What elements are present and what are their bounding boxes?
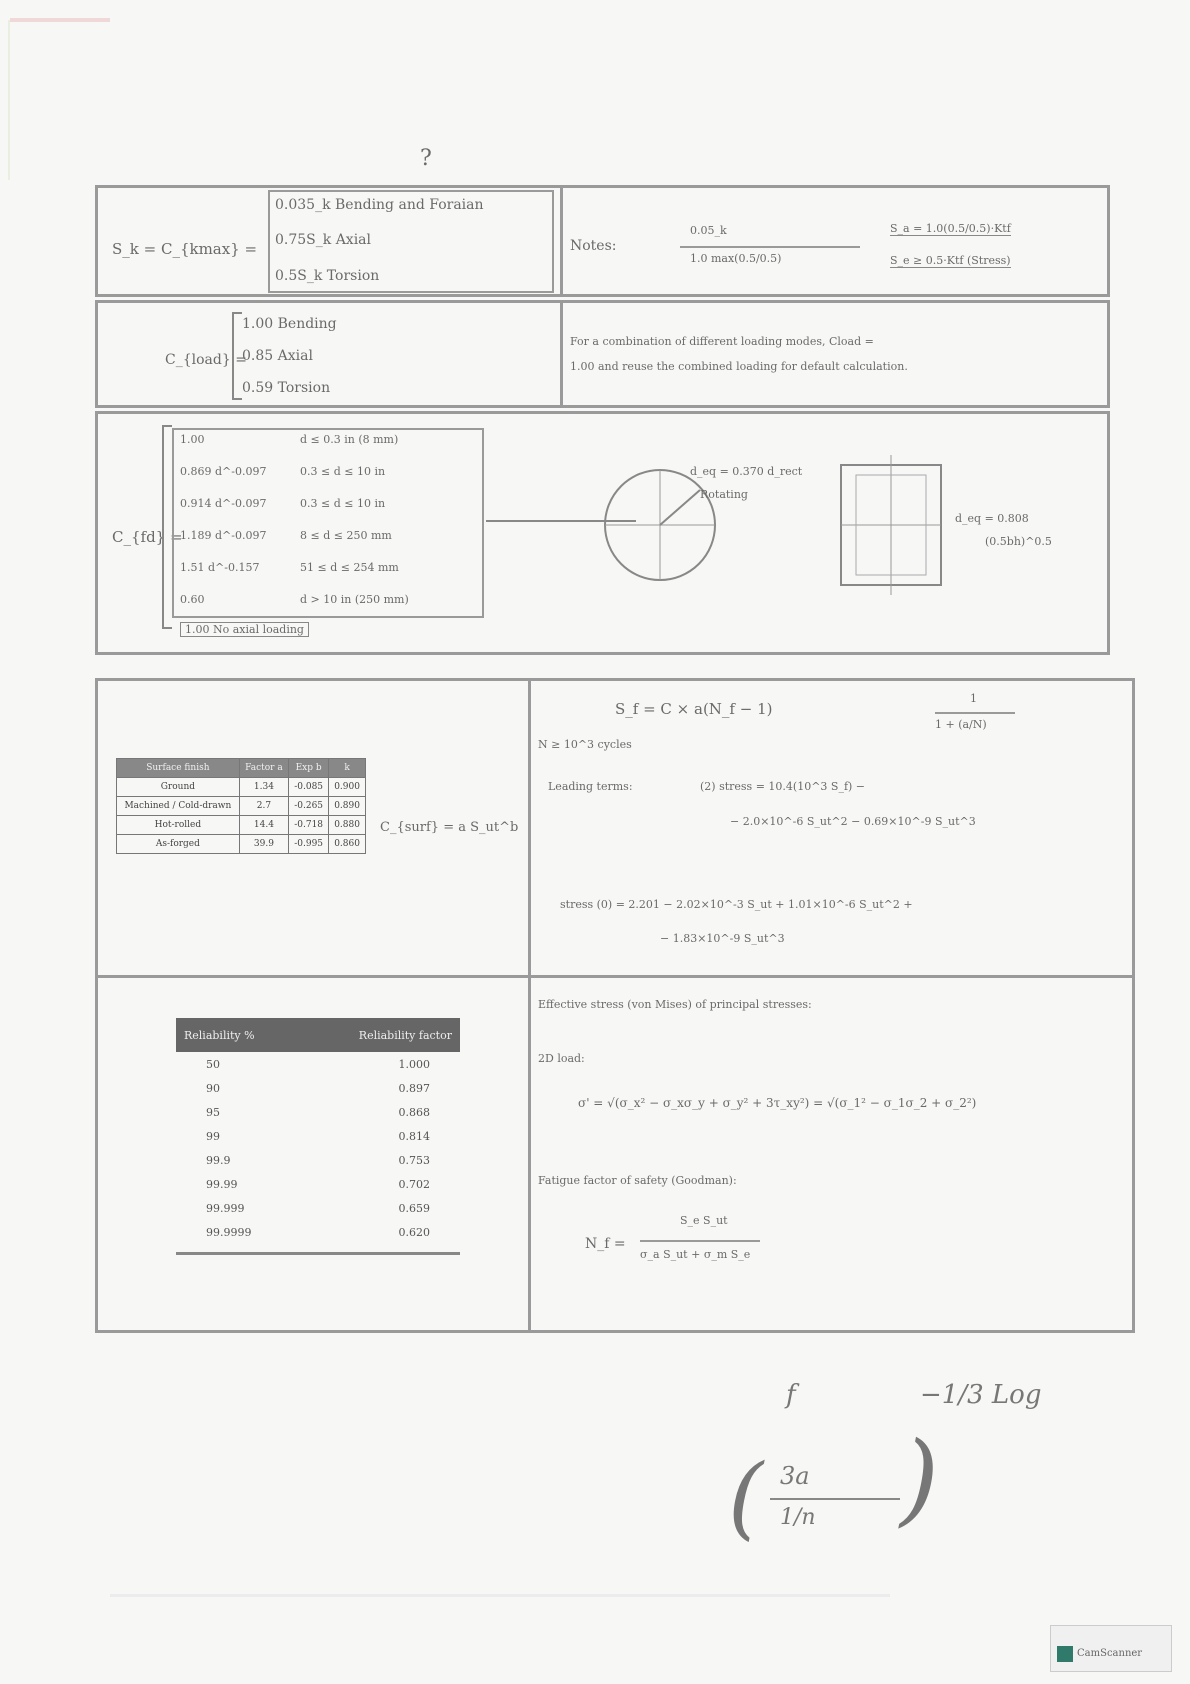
table-bottom-rule — [176, 1252, 460, 1255]
reliability-table — [176, 1018, 460, 1255]
table-header-row — [176, 1018, 460, 1052]
scanner-logo — [1050, 1625, 1172, 1672]
rel-h2: Reliability factor — [358, 1028, 452, 1042]
s5-von-mises-eq: σ' = √(σ_x² − σ_xσ_y + σ_y² + 3τ_xy²) = √(σ_1² − σ_1σ_2 + σ_2²) — [578, 1096, 977, 1110]
rel-cell: 0.753 — [398, 1153, 430, 1167]
s3-circle-label-1: d_eq = 0.370 d_rect — [690, 465, 803, 478]
tbl-h4: k — [329, 759, 366, 778]
s2-note-2: 1.00 and reuse the combined loading for default calculation. — [570, 360, 908, 373]
tbl-cell: 2.7 — [239, 797, 288, 816]
s5-sub2: Fatigue factor of safety (Goodman): — [538, 1174, 737, 1187]
table-row — [176, 1148, 460, 1172]
s3-circle-label-2: Rotating — [700, 488, 748, 501]
s4-eq2-num: 1 — [970, 692, 977, 705]
table-row — [117, 816, 366, 835]
handwritten-top: f — [786, 1380, 796, 1410]
s3-rect-label-2: (0.5bh)^0.5 — [985, 535, 1052, 548]
s3-r2: 0.3 ≤ d ≤ 10 in — [300, 465, 386, 478]
tbl-cell: 0.880 — [329, 816, 366, 835]
s2-row-2: 0.85 Axial — [242, 348, 313, 364]
s1-row-2: 0.75S_k Axial — [275, 232, 372, 248]
table-row — [176, 1196, 460, 1220]
s4-eq3-b: − 2.0×10^-6 S_ut^2 − 0.69×10^-9 S_ut^3 — [730, 815, 976, 828]
table-row — [176, 1100, 460, 1124]
s4-eq3-label: Leading terms: — [548, 780, 633, 793]
s1-row-1: 0.035_k Bending and Foraian — [275, 197, 484, 213]
s1-row-3: 0.5S_k Torsion — [275, 268, 380, 284]
table-row — [176, 1052, 460, 1076]
s1-lhs: S_k = C_{kmax} = — [112, 240, 258, 258]
s3-cases-box — [172, 428, 484, 618]
s5-sub1: 2D load: — [538, 1052, 585, 1065]
rel-cell: 99 — [206, 1129, 220, 1143]
s4-eq4-b: − 1.83×10^-9 S_ut^3 — [660, 932, 785, 945]
table-row — [176, 1220, 460, 1244]
s3-lhs: C_{fd} = — [112, 528, 183, 546]
rel-cell: 99.99 — [206, 1177, 238, 1191]
rel-cell: 90 — [206, 1081, 220, 1095]
tbl-cell: 14.4 — [239, 816, 288, 835]
s3-r5: 51 ≤ d ≤ 254 mm — [300, 561, 399, 574]
rel-cell: 0.620 — [398, 1225, 430, 1239]
s1-cond-2: S_e ≥ 0.5·Ktf (Stress) — [890, 254, 1011, 267]
s3-c4: 1.189 d^-0.097 — [180, 529, 267, 542]
bottom-rule — [110, 1594, 890, 1597]
handwritten-frac-num: 3a — [780, 1462, 810, 1490]
rel-cell: 99.999 — [206, 1201, 245, 1215]
corner-mark — [10, 18, 110, 22]
page-mark: ? — [420, 146, 432, 171]
s1-cond-1: S_a = 1.0(0.5/0.5)·Ktf — [890, 222, 1011, 235]
tbl-cell: Machined / Cold-drawn — [117, 797, 240, 816]
s5-eq-n-lhs: N_f = — [585, 1236, 626, 1252]
tbl-cell: Ground — [117, 778, 240, 797]
s3-c1: 1.00 — [180, 433, 205, 446]
tbl-cell: 1.34 — [239, 778, 288, 797]
tbl-h3: Exp b — [289, 759, 329, 778]
s4-eq3-a: (2) stress = 10.4(10^3 S_f) − — [700, 780, 866, 793]
s4-eq2-den: 1 + (a/N) — [935, 718, 987, 731]
edge-line — [8, 20, 10, 180]
s4-eq4-a: stress (0) = 2.201 − 2.02×10^-3 S_ut + 1.01×10^-6 S_ut^2 + — [560, 898, 913, 911]
table-row — [176, 1076, 460, 1100]
surface-finish-table — [116, 758, 366, 854]
s1-frac-den: 1.0 max(0.5/0.5) — [690, 252, 782, 265]
rel-cell: 95 — [206, 1105, 220, 1119]
table-row — [176, 1124, 460, 1148]
rel-cell: 0.659 — [398, 1201, 430, 1215]
s3-c5: 1.51 d^-0.157 — [180, 561, 260, 574]
s3-footer: 1.00 No axial loading — [180, 622, 309, 637]
rel-cell: 99.9999 — [206, 1225, 252, 1239]
tbl-cell: Hot-rolled — [117, 816, 240, 835]
tbl-cell: 0.890 — [329, 797, 366, 816]
s5-eq-n-num: S_e S_ut — [680, 1214, 728, 1227]
s4-eq1: S_f = C × a(N_f − 1) — [615, 700, 773, 718]
handwritten-paren-left: ( — [728, 1445, 764, 1550]
table-row — [176, 1172, 460, 1196]
s2-lhs: C_{load} = — [165, 352, 247, 368]
rel-cell: 0.868 — [398, 1105, 430, 1119]
s3-r1: d ≤ 0.3 in (8 mm) — [300, 433, 399, 446]
logo-icon — [1057, 1646, 1073, 1662]
tbl-cell: -0.995 — [289, 835, 329, 854]
table-row — [117, 797, 366, 816]
s2-note-1: For a combination of different loading modes, Cload = — [570, 335, 874, 348]
tbl-h1: Surface finish — [117, 759, 240, 778]
rect-cross-section-diagram — [836, 455, 946, 595]
handwritten-paren-right: ) — [900, 1420, 940, 1537]
rel-cell: 0.897 — [398, 1081, 430, 1095]
s3-c6: 0.60 — [180, 593, 205, 606]
s4-note: N ≥ 10^3 cycles — [538, 738, 632, 751]
circle-cross-section-diagram — [600, 460, 720, 590]
rel-cell: 0.702 — [398, 1177, 430, 1191]
tbl-cell: 0.900 — [329, 778, 366, 797]
table-row — [117, 835, 366, 854]
s2-row-3: 0.59 Torsion — [242, 380, 331, 396]
logo-text: CamScanner — [1077, 1648, 1143, 1659]
rel-cell: 1.000 — [398, 1057, 430, 1071]
handwritten-frac-den: 1/n — [780, 1505, 816, 1530]
tbl-h2: Factor a — [239, 759, 288, 778]
s3-r3: 0.3 ≤ d ≤ 10 in — [300, 497, 386, 510]
s4-surface-formula: C_{surf} = a S_ut^b — [380, 820, 519, 835]
handwritten-frac-line — [770, 1498, 900, 1500]
rel-cell: 99.9 — [206, 1153, 231, 1167]
rel-cell: 50 — [206, 1057, 220, 1071]
tbl-cell: -0.265 — [289, 797, 329, 816]
s3-r4: 8 ≤ d ≤ 250 mm — [300, 529, 392, 542]
s1-frac-num: 0.05_k — [690, 224, 727, 237]
tbl-cell: 39.9 — [239, 835, 288, 854]
tbl-cell: -0.085 — [289, 778, 329, 797]
s3-r6: d > 10 in (250 mm) — [300, 593, 409, 606]
rel-cell: 0.814 — [398, 1129, 430, 1143]
s2-row-1: 1.00 Bending — [242, 316, 337, 332]
s5-heading: Effective stress (von Mises) of principal stresses: — [538, 998, 812, 1011]
table-row — [117, 778, 366, 797]
s3-c2: 0.869 d^-0.097 — [180, 465, 267, 478]
s3-c3: 0.914 d^-0.097 — [180, 497, 267, 510]
tbl-cell: -0.718 — [289, 816, 329, 835]
s5-eq-n-den: σ_a S_ut + σ_m S_e — [640, 1248, 751, 1261]
tbl-cell: 0.860 — [329, 835, 366, 854]
s3-rect-label-1: d_eq = 0.808 — [955, 512, 1029, 525]
s1-notes-label: Notes: — [570, 238, 617, 254]
tbl-cell: As-forged — [117, 835, 240, 854]
rel-h1: Reliability % — [184, 1028, 255, 1042]
handwritten-exponent: −1/3 Log — [920, 1380, 1042, 1410]
